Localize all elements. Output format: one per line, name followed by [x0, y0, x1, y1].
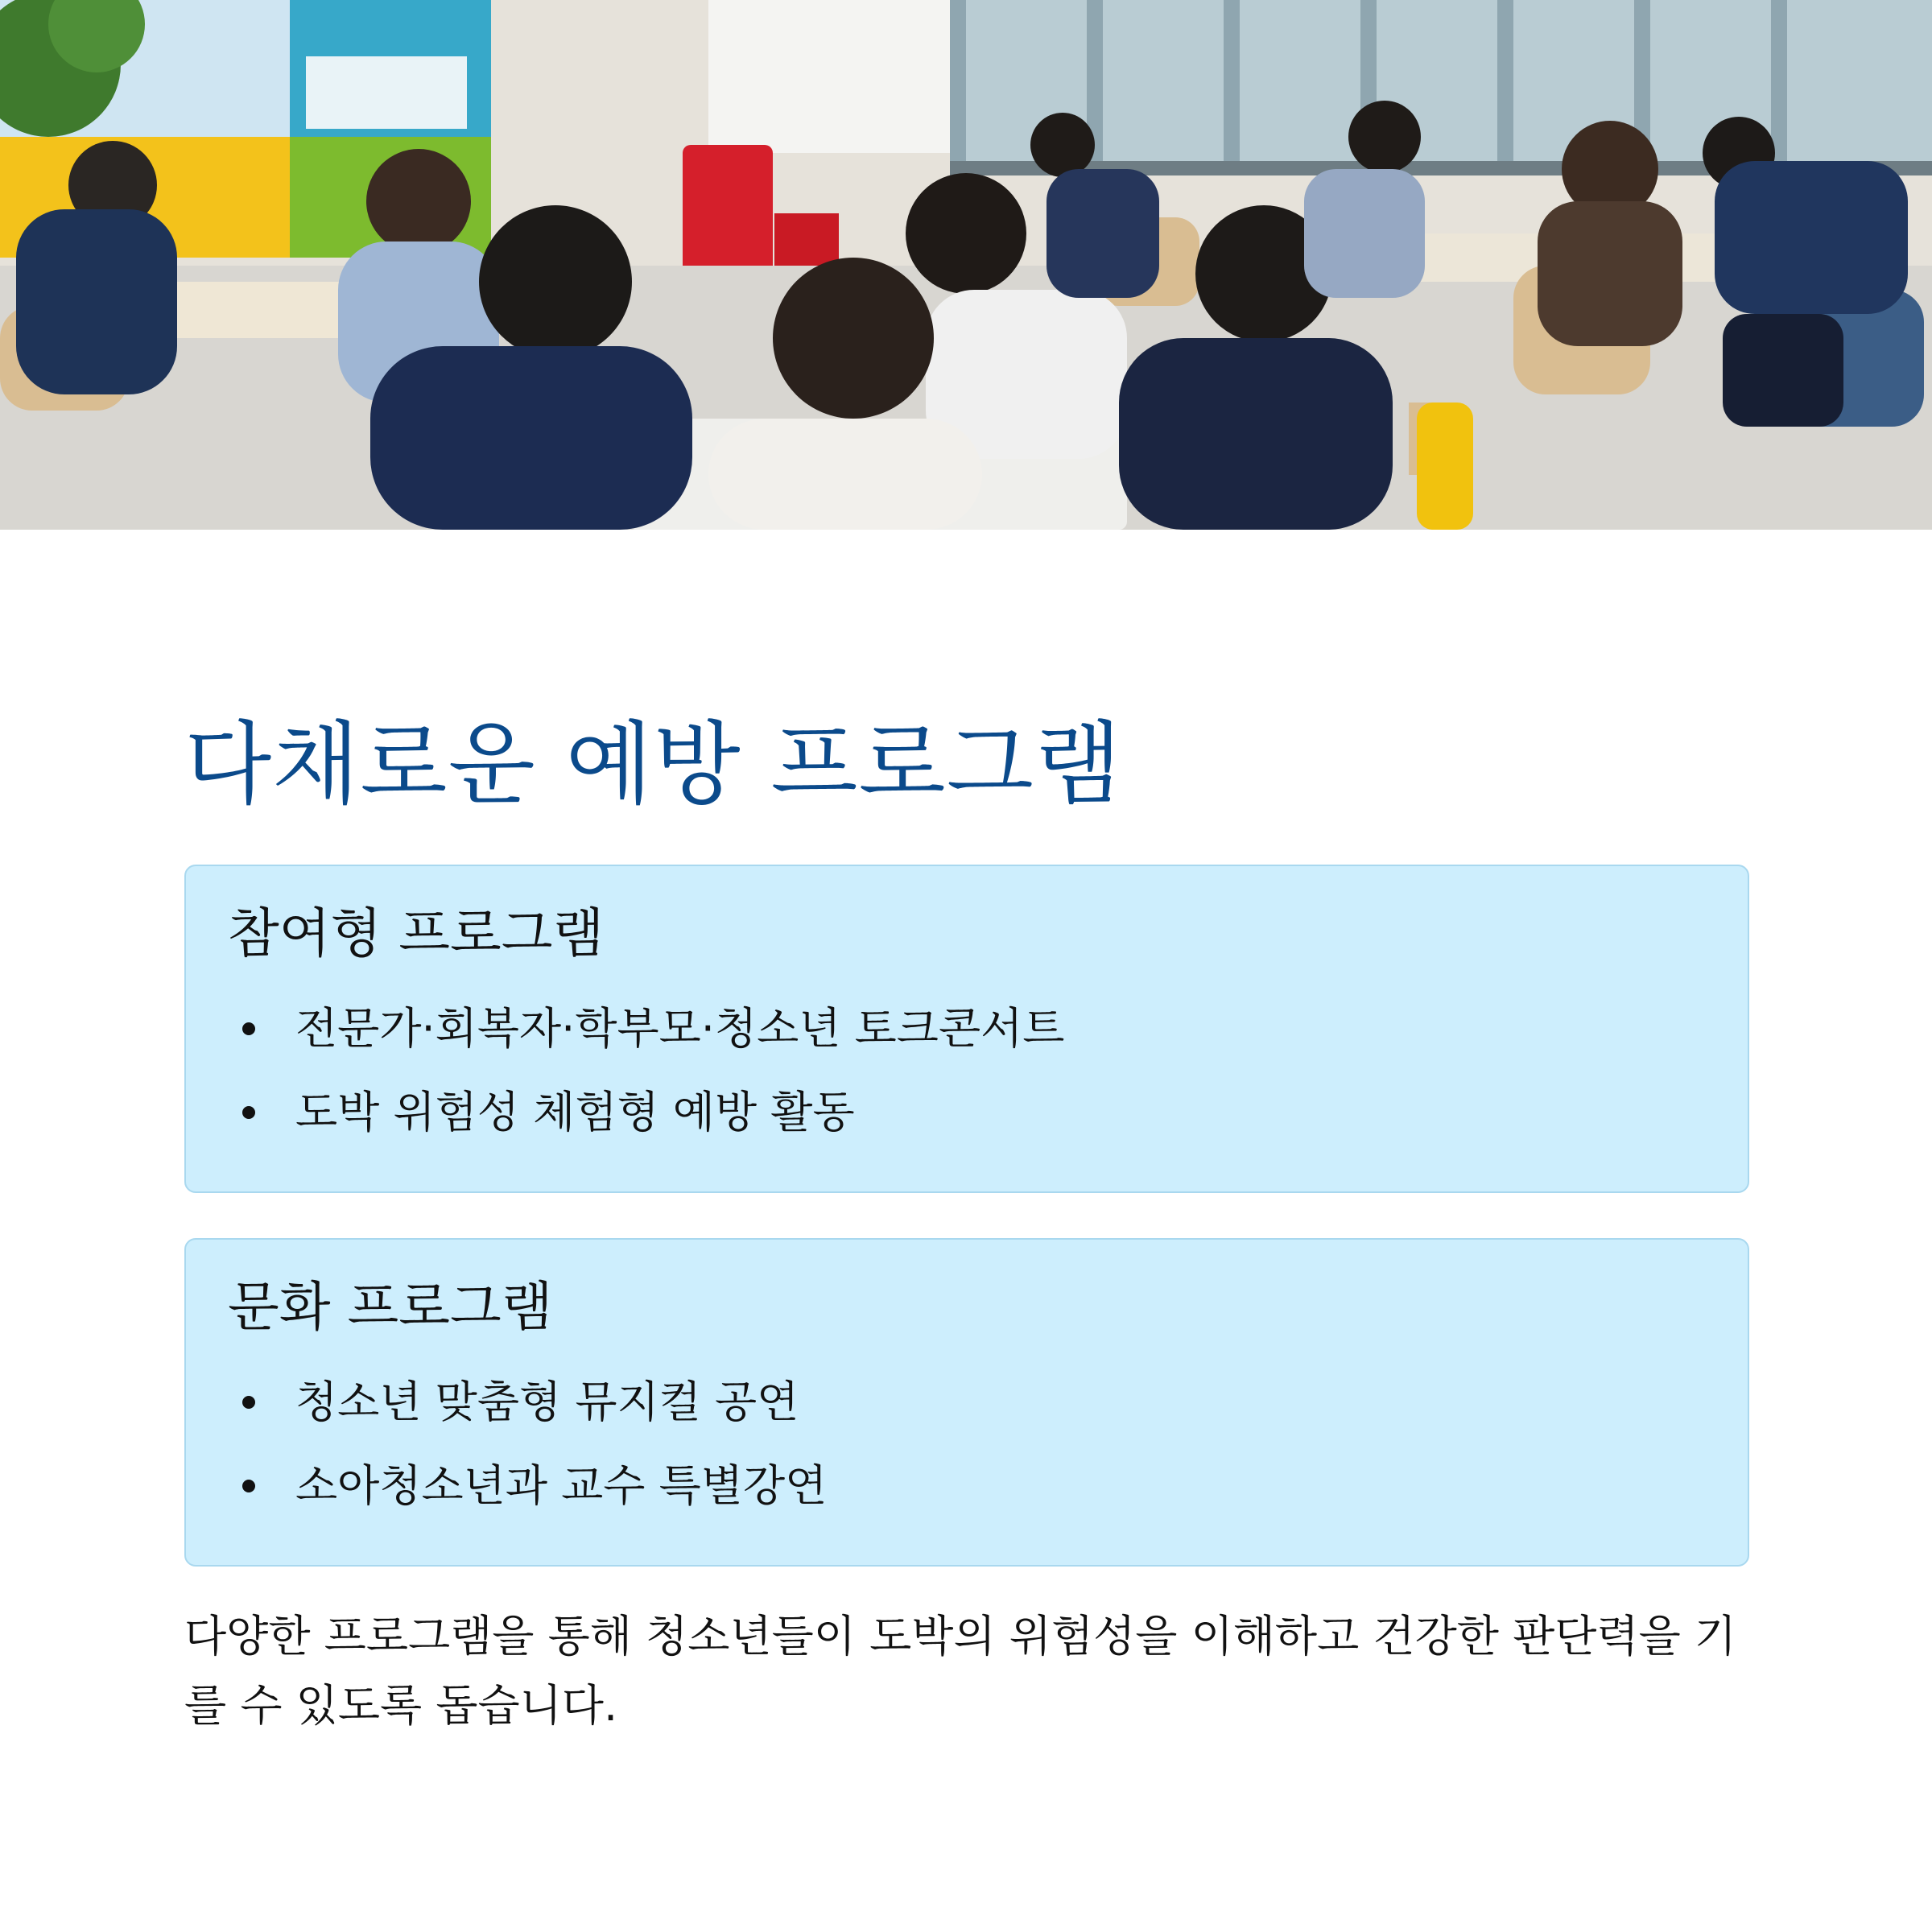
list-item-text: 소아청소년과 교수 특별강연: [295, 1460, 828, 1511]
classroom-illustration: [0, 0, 1932, 530]
summary-paragraph: 다양한 프로그램을 통해 청소년들이 도박의 위험성을 이해하고 건강한 판단력을 기를 수 있도록 돕습니다.: [184, 1611, 1737, 1731]
card-title: 참여형 프로그램: [228, 902, 605, 964]
list-item: [186, 1444, 827, 1528]
bullet-icon: [242, 1480, 255, 1492]
program-list: [186, 987, 1064, 1154]
list-item-text: 도박 위험성 체험형 예방 활동: [295, 1087, 855, 1137]
card-title: 문화 프로그램: [228, 1276, 553, 1338]
list-item-text: 전문가·회복자·학부모·청소년 토크콘서트: [295, 1003, 1065, 1054]
page-title: 다채로운 예방 프로그램: [184, 712, 1123, 817]
program-card-cultural: [184, 1238, 1749, 1567]
list-item: [186, 1071, 1064, 1154]
bullet-icon: [242, 1022, 255, 1035]
program-card-participatory: [184, 865, 1749, 1193]
hero-photo: [0, 0, 1932, 530]
bullet-icon: [242, 1396, 255, 1409]
program-list: [186, 1360, 827, 1528]
bullet-icon: [242, 1106, 255, 1119]
list-item: [186, 987, 1064, 1071]
list-item: [186, 1360, 827, 1444]
list-item-text: 청소년 맞춤형 뮤지컬 공연: [295, 1377, 799, 1427]
main-content: [184, 708, 1749, 1731]
